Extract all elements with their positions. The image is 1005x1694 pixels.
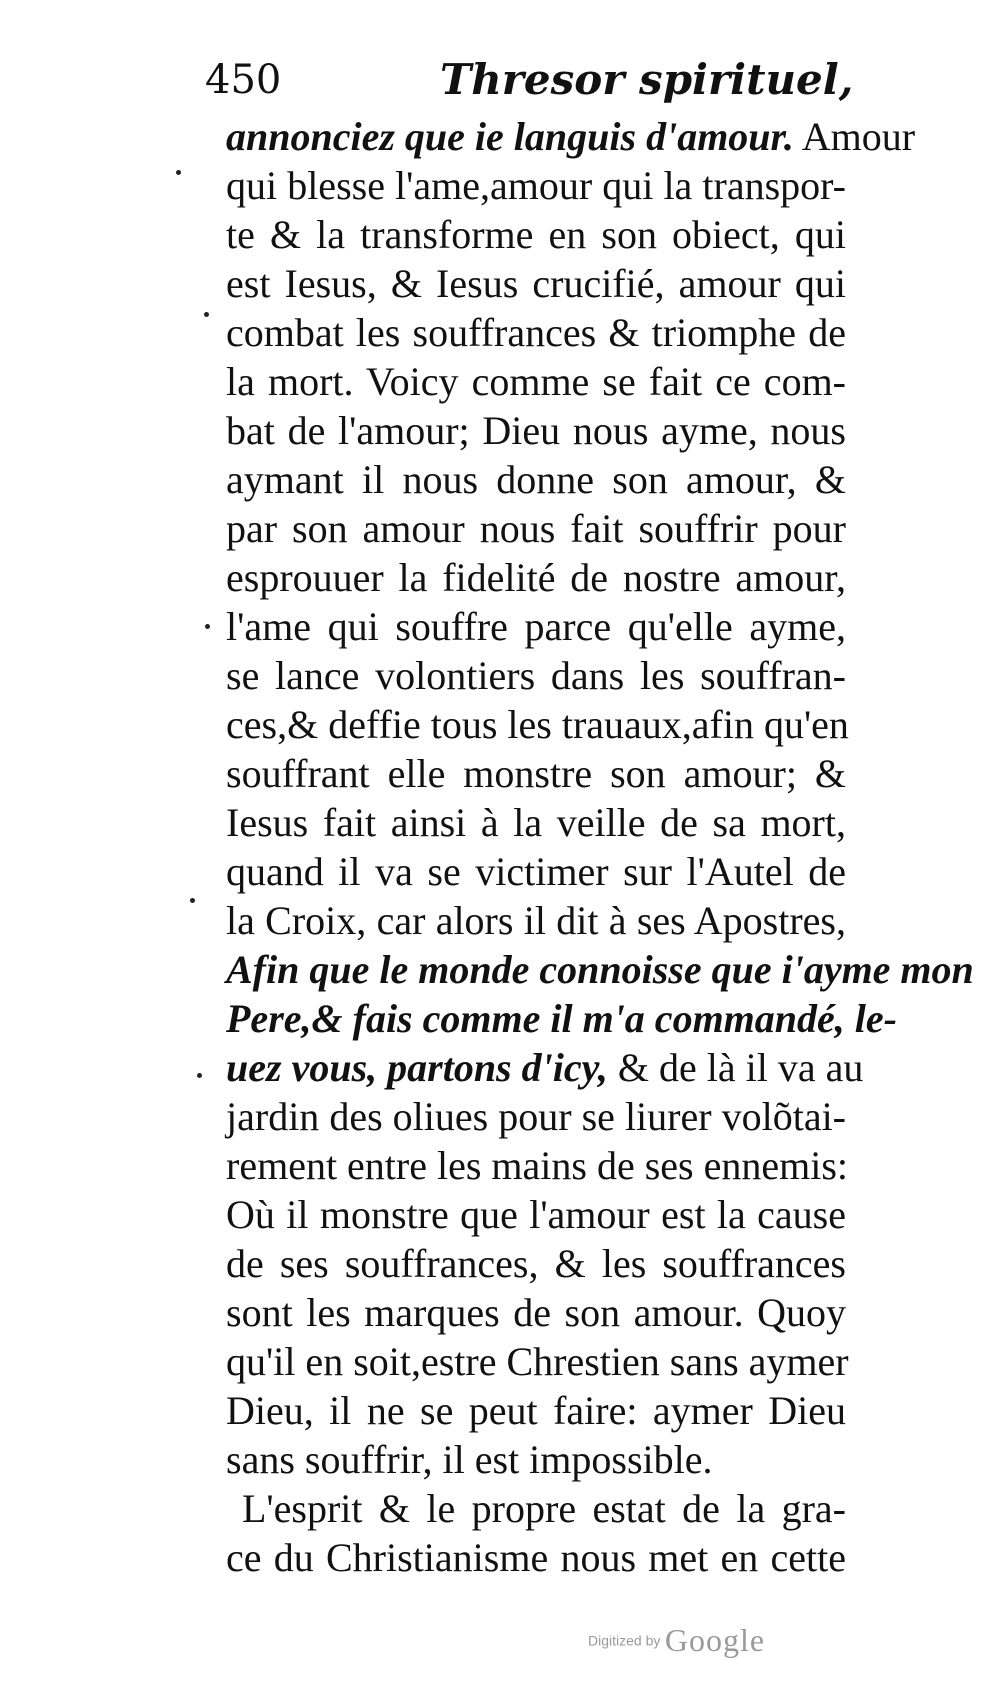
- text-line: [226, 259, 846, 308]
- text-run: aymant il nous donne son amour, &: [226, 457, 846, 502]
- text-run: la Croix, car alors il dit à ses Apostres,: [226, 898, 846, 943]
- italic-run: Pere,& fais comme il m'a commandé, le-: [226, 996, 897, 1041]
- text-run: ce du Christianisme nous met en cette: [226, 1535, 846, 1580]
- text-line: [226, 896, 846, 945]
- text-run: L'esprit & le propre estat de la gra-: [242, 1486, 846, 1531]
- digitized-label: Digitized by: [588, 1632, 661, 1649]
- text-line: [226, 1288, 846, 1337]
- text-run: te & la transforme en son obiect, qui: [226, 212, 846, 257]
- text-line: [226, 1190, 846, 1239]
- text-run: esprouuer la fidelité de nostre amour,: [226, 555, 846, 600]
- text-run: & de là il va au: [607, 1045, 864, 1090]
- google-logo: Google: [664, 1622, 766, 1658]
- text-line: [226, 357, 846, 406]
- italic-run: uez vous, partons d'icy,: [226, 1045, 608, 1090]
- text-line: [226, 1239, 846, 1288]
- text-line: [226, 553, 846, 602]
- text-run: est Iesus, & Iesus crucifié, amour qui: [226, 261, 846, 306]
- text-line: [226, 749, 846, 798]
- margin-mark: [205, 624, 210, 629]
- italic-run: Afin que le monde connoisse que i'ayme mon: [226, 947, 974, 992]
- text-run: souffrant elle monstre son amour; &: [226, 751, 846, 796]
- page-number: 450: [205, 57, 282, 103]
- text-line: [226, 112, 916, 161]
- text-run: l'ame qui souffre parce qu'elle ayme,: [226, 604, 846, 649]
- text-line: [226, 504, 846, 553]
- text-run: la mort. Voicy comme se fait ce com-: [226, 359, 846, 404]
- margin-mark: [176, 170, 181, 175]
- text-run: quand il va se victimer sur l'Autel de: [226, 849, 846, 894]
- text-line: [226, 1141, 849, 1190]
- text-run: sans souffrir, il est impossible.: [226, 1437, 713, 1482]
- text-line: [226, 651, 846, 700]
- italic-run: annonciez que ie languis d'amour.: [226, 114, 794, 159]
- text-line: [226, 994, 897, 1043]
- text-run: combat les souffrances & triomphe de: [226, 310, 846, 355]
- text-line: [226, 700, 849, 749]
- body-text: [226, 112, 974, 1582]
- text-run: jardin des oliues pour se liurer volõtai-: [226, 1094, 846, 1139]
- text-run: se lance volontiers dans les souffran-: [226, 653, 846, 698]
- text-line: [226, 406, 846, 455]
- text-line: [226, 308, 846, 357]
- margin-mark: [197, 1073, 202, 1078]
- text-line: [226, 602, 846, 651]
- text-run: qu'il en soit,estre Chrestien sans aymer: [226, 1339, 849, 1384]
- text-line: [226, 161, 846, 210]
- text-line: [226, 210, 846, 259]
- text-run: Où il monstre que l'amour est la cause: [226, 1192, 846, 1237]
- digitization-footer: [588, 1622, 765, 1662]
- text-line: [226, 455, 846, 504]
- text-line: [226, 1435, 846, 1484]
- margin-mark: [190, 898, 195, 903]
- text-line: [226, 1043, 864, 1092]
- text-run: Amour: [793, 114, 916, 159]
- text-run: Iesus fait ainsi à la veille de sa mort,: [226, 800, 846, 845]
- text-run: sont les marques de son amour. Quoy: [226, 1290, 846, 1335]
- text-run: par son amour nous fait souffrir pour: [226, 506, 846, 551]
- text-run: qui blesse l'ame,amour qui la transpor-: [226, 163, 846, 208]
- text-line: [226, 945, 974, 994]
- text-line: [226, 1337, 849, 1386]
- running-title: Thresor spirituel,: [440, 55, 854, 104]
- page-header: [205, 52, 865, 112]
- text-run: Dieu, il ne se peut faire: aymer Dieu: [226, 1388, 846, 1433]
- text-line: [226, 1484, 846, 1533]
- text-run: bat de l'amour; Dieu nous ayme, nous: [226, 408, 846, 453]
- text-run: ces,& deffie tous les trauaux,afin qu'en: [226, 702, 849, 747]
- text-line: [226, 847, 846, 896]
- text-run: de ses souffrances, & les souffrances: [226, 1241, 846, 1286]
- text-line: [226, 1533, 846, 1582]
- text-line: [226, 1386, 846, 1435]
- text-line: [226, 1092, 846, 1141]
- text-run: rement entre les mains de ses ennemis:: [226, 1143, 849, 1188]
- margin-mark: [204, 312, 209, 317]
- text-line: [226, 798, 846, 847]
